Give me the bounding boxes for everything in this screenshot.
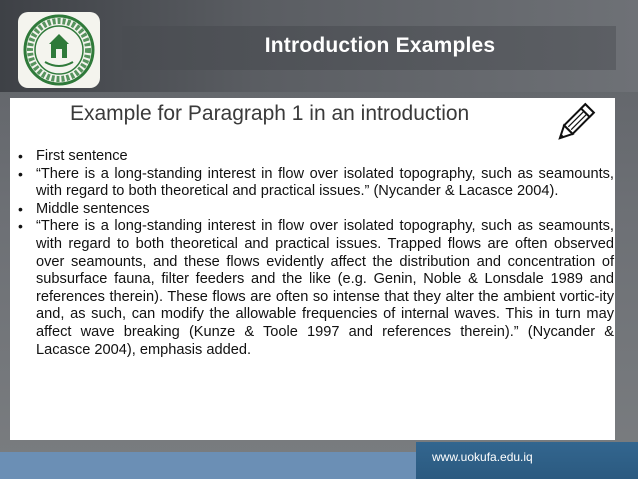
content-panel [10, 98, 615, 440]
website-link[interactable]: www.uokufa.edu.iq [432, 450, 533, 464]
list-item: • First sentence [18, 148, 128, 164]
footer-band-left [0, 452, 416, 479]
university-seal-logo-icon [23, 14, 95, 86]
title-bar [122, 26, 616, 70]
page-title: Introduction Examples [264, 34, 496, 57]
bullet-list [14, 148, 614, 359]
list-item: • “There is a long-standing interest in flow over isolated topography, such as seamounts, with regard to both theoretical and practical issues.” (Nycander & Lacasce 2004). [18, 165, 614, 200]
bullet-text: “There is a long-standing interest in flow over isolated topography, such as seamounts, with regard to both theoretical and practical issues. Trapped flows are often observed over seamounts, and these flows evidently affect the distribution and concentration of subsurface fauna, filter feeders and the like (e.g. Genin, Noble & Lonsdale 1989 and references therein). These flows are often so intense that they alter the ambient vortic-ity and, as such, can modify the allowable frequencies of internal waves. This in turn may affect wave breaking (Kunze & Toole 1997 and references therein).” (Nycander & Lacasce 2004), emphasis added. [36, 218, 614, 358]
pencil-icon [550, 100, 598, 148]
footer-band-right [416, 442, 638, 479]
bullet-text: “There is a long-standing interest in flow over isolated topography, such as seamounts, with regard to both theoretical and practical issues.” (Nycander & Lacasce 2004). [36, 165, 614, 200]
list-item: • “There is a long-standing interest in flow over isolated topography, such as seamounts, with regard to both theoretical and practical issues. Trapped flows are often observed over seamounts, and these flows evidently affect the distribution and concentration of subsurface fauna, filter feeders and the like (e.g. Genin, Noble & Lonsdale 1989 and references therein). These flows are often so intense that they alter the ambient vortic-ity and, as such, can modify the allowable frequencies of internal waves. This in turn may affect wave breaking (Kunze & Toole 1997 and references therein).” (Nycander & Lacasce 2004), emphasis added. [18, 218, 614, 358]
list-item: • Middle sentences [18, 200, 150, 217]
university-logo [18, 12, 100, 88]
bullet-text: Middle sentences [36, 200, 150, 217]
bullet-text: First sentence [36, 148, 128, 164]
content-heading: Example for Paragraph 1 in an introduction [70, 102, 470, 125]
